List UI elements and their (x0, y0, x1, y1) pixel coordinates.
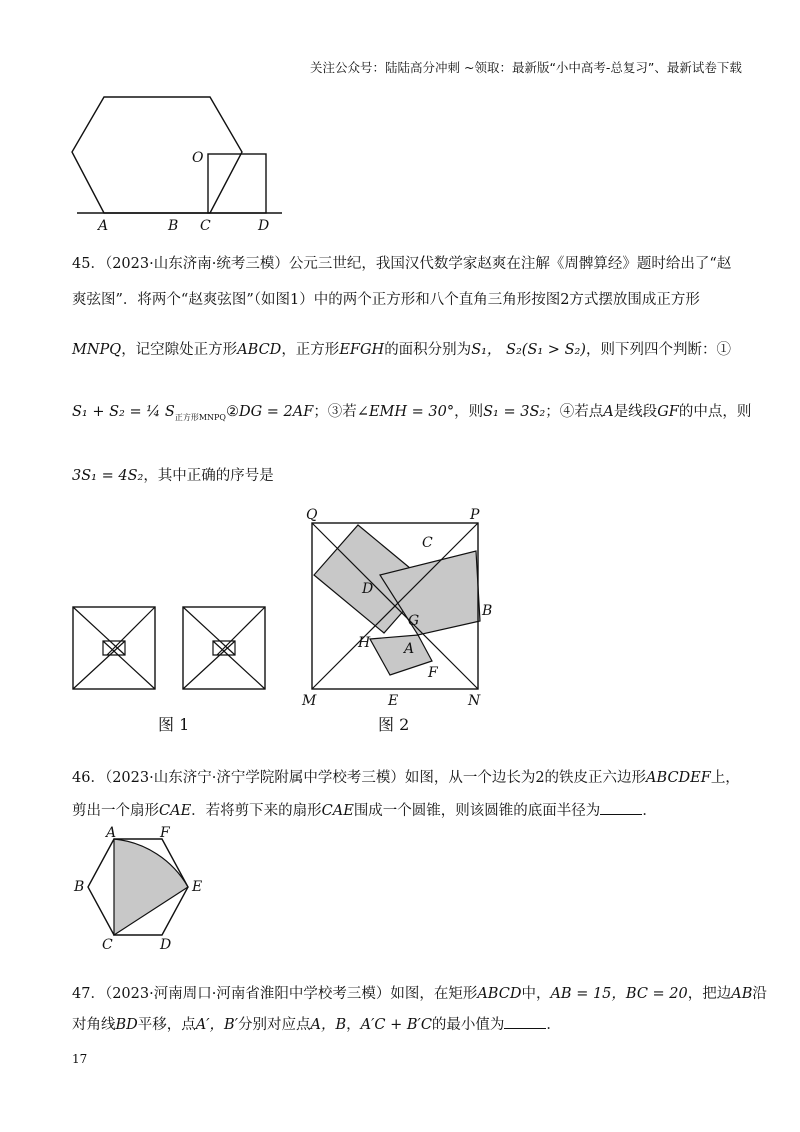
text: 的面积分别为 (384, 342, 472, 358)
expr-3s1: 3S₁ = 4S₂ (72, 468, 144, 484)
text: ，正方形 (281, 342, 340, 358)
text: ．若将剪下来的扇形 (191, 803, 322, 819)
text: 的中点，则 (678, 404, 752, 420)
text: 分别对应点 (238, 1017, 311, 1033)
label-d: D (258, 218, 270, 234)
answer-blank[interactable] (504, 1014, 546, 1029)
expr-abcdef: ABCDEF (646, 770, 711, 786)
fig2-label-n: N (468, 693, 481, 709)
figure-2 (300, 505, 500, 715)
fig2-label-f: F (428, 665, 438, 681)
expr-ab-bc: AB = 15，BC = 20 (550, 986, 688, 1002)
figure-hexagon-sector (74, 825, 214, 953)
q47-line2 (72, 1014, 561, 1035)
hex-label-b: B (74, 879, 85, 895)
expr-sub: 正方形MNPQ (174, 412, 226, 422)
hex-label-d: D (160, 937, 172, 953)
text: 围成一个圆锥，则该圆锥的底面半径为 (353, 803, 601, 819)
page-number: 17 (72, 1052, 88, 1066)
figure-hexagon-square (70, 90, 300, 240)
figure-1-right (183, 607, 265, 689)
fig2-label-a: A (404, 641, 415, 657)
text: 47．（2023·河南周口·河南省淮阳中学校考三模）如图，在矩形 (72, 986, 478, 1002)
text: ，其中正确的序号是 (143, 468, 274, 484)
fig2-label-c: C (422, 535, 433, 551)
expr-s1: S₁， (471, 342, 502, 358)
q45-line3 (72, 340, 731, 360)
text: ， (346, 1017, 361, 1033)
hex-label-c: C (102, 937, 113, 953)
text: 对角线 (72, 1017, 116, 1033)
page-header: 关注公众号：陆陆高分冲刺 ~领取：最新版“小中高考-总复习”、最新试卷下载 (310, 60, 742, 75)
fig2-label-p: P (470, 507, 480, 523)
expr-ab: AB (731, 986, 753, 1002)
text: ，把边 (687, 986, 732, 1002)
expr-mnpq: MNPQ (72, 342, 122, 358)
text: 剪出一个扇形 (72, 803, 159, 819)
q46-line1 (72, 768, 740, 788)
expr-ab-points: A，B (310, 1017, 347, 1033)
label-b: B (168, 218, 179, 234)
expr-a: A (603, 404, 614, 420)
label-c: C (200, 218, 211, 234)
text: 的最小值为 (431, 1017, 505, 1033)
expr-bd: BD (115, 1017, 138, 1033)
text: 上， (710, 770, 740, 786)
q45-line2: 爽弦图”．将两个“赵爽弦图”（如图1）中的两个正方形和八个直角三角形按图2方式摆放围成正方形 (72, 292, 700, 308)
text: ，记空隙处正方形 (121, 342, 238, 358)
expr-abcd: ABCD (237, 342, 282, 358)
expr-s2: S₂(S₁ > S₂) (506, 342, 586, 358)
expr-dg: DG = 2AF (238, 404, 314, 420)
label-o: O (192, 150, 204, 166)
expr-a-prime: A′，B′ (195, 1017, 238, 1033)
expr-cae: CAE (159, 803, 192, 819)
caption-fig1: 图 1 (158, 715, 190, 734)
fig2-label-q: Q (306, 507, 318, 523)
label-a: A (98, 218, 109, 234)
q46-line2 (72, 800, 657, 821)
text: ；③若 (313, 404, 357, 420)
text: 46．（2023·山东济宁·济宁学院附属中学校考三模）如图，从一个边长为2的铁皮正六边形 (72, 770, 647, 786)
figure-1-left (73, 607, 155, 689)
fig2-label-g: G (408, 613, 420, 629)
text: ． (642, 803, 657, 819)
text: 沿 (752, 986, 767, 1002)
q45-line5 (72, 466, 274, 486)
text: 是线段 (613, 404, 658, 420)
fig2-label-m: M (302, 693, 317, 709)
text: 中， (521, 986, 551, 1002)
caption-fig2: 图 2 (378, 715, 410, 734)
fig2-label-e: E (388, 693, 399, 709)
text: ② (225, 404, 239, 420)
expr-s1-3s2: S₁ = 3S₂ (483, 404, 546, 420)
text: 平移，点 (137, 1017, 196, 1033)
hex-label-a: A (106, 825, 117, 841)
q47-line1 (72, 984, 767, 1004)
q45-line1: 45．（2023·山东济南·统考三模）公元三世纪，我国汉代数学家赵爽在注解《周髀算经》题时给出了“赵 (72, 256, 732, 272)
text: ，则下列四个判断：① (585, 342, 731, 358)
hex-label-e: E (192, 879, 203, 895)
fig2-label-d: D (362, 581, 374, 597)
q45-line4 (72, 402, 751, 428)
answer-blank[interactable] (600, 800, 642, 815)
expr-efgh: EFGH (339, 342, 385, 358)
text: ；④若点 (545, 404, 604, 420)
expr-sum: S₁ + S₂ = ¼ S (72, 404, 175, 420)
hex-label-f: F (160, 825, 170, 841)
expr-angle: ∠EMH = 30° (356, 404, 455, 420)
text: ，则 (454, 404, 484, 420)
fig2-label-h: H (358, 635, 371, 651)
fig2-label-b: B (482, 603, 493, 619)
expr-gf: GF (657, 404, 679, 420)
expr-sum: A′C + B′C (360, 1017, 432, 1033)
expr-abcd: ABCD (477, 986, 522, 1002)
text: ． (546, 1017, 561, 1033)
expr-cae: CAE (321, 803, 354, 819)
